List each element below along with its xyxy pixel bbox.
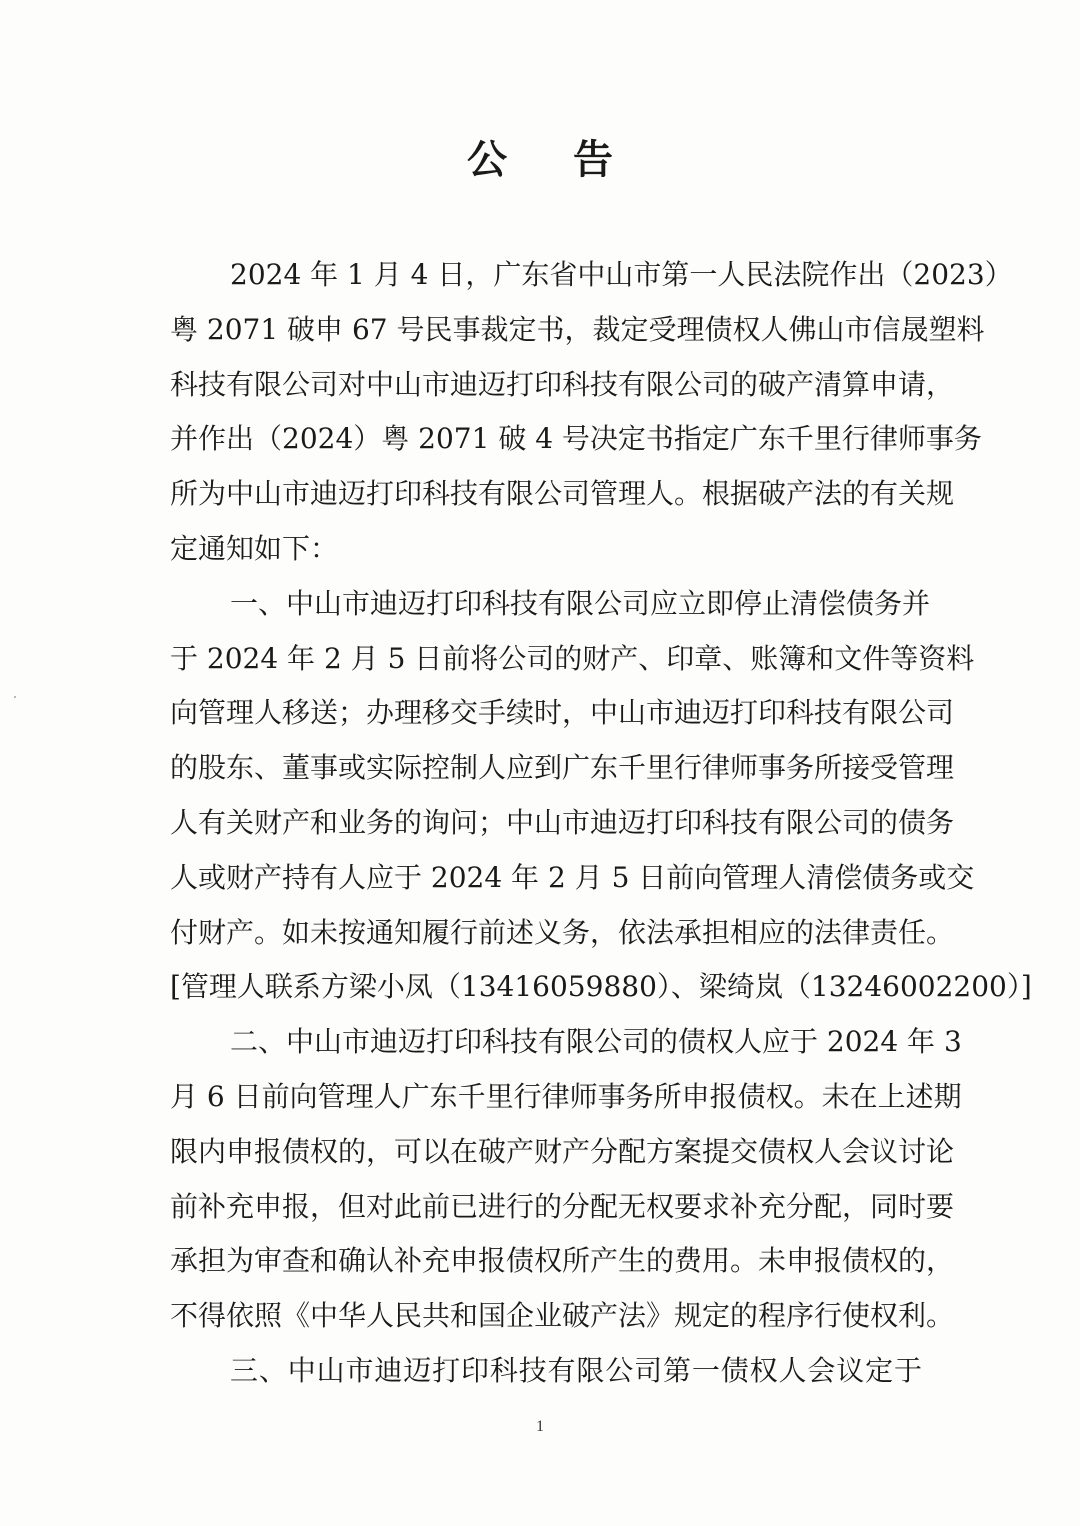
paragraph-2-contact-line: [管理人联系方梁小凤（13416059880）、梁绮岚（13246002200）]: [170, 970, 1032, 1004]
paragraph-1-line: 并作出（2024）粤 2071 破 4 号决定书指定广东千里行律师事务: [170, 422, 982, 456]
paragraph-2-line: 人或财产持有人应于 2024 年 2 月 5 日前向管理人清偿债务或交: [170, 860, 975, 894]
page-number: 1: [536, 1418, 544, 1435]
paragraph-1-line: 科技有限公司对中山市迪迈打印科技有限公司的破产清算申请，: [170, 367, 955, 401]
paragraph-1-line: 2024 年 1 月 4 日，广东省中山市第一人民法院作出（2023）: [230, 258, 1013, 291]
paragraph-2-line: 于 2024 年 2 月 5 日前将公司的财产、印章、账簿和文件等资料: [170, 641, 975, 675]
paragraph-2-line: 的股东、董事或实际控制人应到广东千里行律师事务所接受管理: [170, 751, 955, 785]
paragraph-2-line: 向管理人移送；办理移交手续时，中山市迪迈打印科技有限公司: [170, 696, 955, 730]
paragraph-4-line: 三、中山市迪迈打印科技有限公司第一债权人会议定于: [230, 1353, 922, 1387]
paragraph-3-line: 前补充申报，但对此前已进行的分配无权要求补充分配，同时要: [170, 1189, 955, 1223]
document-title: 公 告: [467, 137, 639, 183]
paragraph-2-line: 付财产。如未按通知履行前述义务，依法承担相应的法律责任。: [170, 915, 955, 949]
paragraph-3-line: 二、中山市迪迈打印科技有限公司的债权人应于 2024 年 3: [230, 1025, 962, 1059]
paragraph-3-line: 限内申报债权的，可以在破产财产分配方案提交债权人会议讨论: [170, 1134, 955, 1168]
paragraph-1-line: 定通知如下：: [170, 531, 339, 565]
paragraph-1-line: 所为中山市迪迈打印科技有限公司管理人。根据破产法的有关规: [170, 477, 955, 511]
paragraph-3-line: 不得依照《中华人民共和国企业破产法》规定的程序行使权利。: [170, 1299, 955, 1333]
scan-speck: [14, 696, 16, 698]
paragraph-3-line: 承担为审查和确认补充申报债权所产生的费用。未申报债权的，: [170, 1244, 955, 1278]
paragraph-1-line: 粤 2071 破申 67 号民事裁定书，裁定受理债权人佛山市信晟塑料: [170, 312, 985, 346]
paragraph-2-line: 一、中山市迪迈打印科技有限公司应立即停止清偿债务并: [230, 586, 931, 620]
document-body: [170, 248, 1032, 1399]
paragraph-3-line: 月 6 日前向管理人广东千里行律师事务所申报债权。未在上述期: [170, 1079, 962, 1113]
paragraph-2-line: 人有关财产和业务的询问；中山市迪迈打印科技有限公司的债务: [170, 805, 955, 839]
